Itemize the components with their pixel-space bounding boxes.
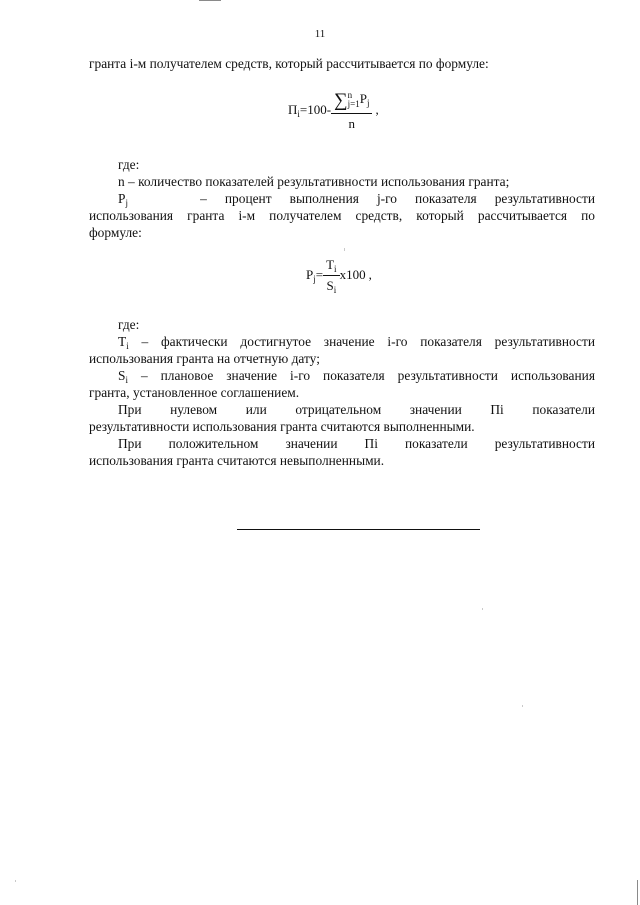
sum-term-sub: j (366, 98, 370, 108)
intro-line: гранта i-м получателем средств, который рассчитывается по формуле: (89, 56, 489, 71)
pj-definition-rest: – процент выполнения j-го показателя результативности (200, 191, 596, 206)
positive-value-line1: При положительном значении Пi показатели результативности (118, 436, 595, 451)
end-rule (237, 529, 480, 530)
pj-definition-line3: формуле: (89, 225, 142, 240)
page-number: 11 (314, 28, 326, 40)
sum-term: P (359, 91, 367, 106)
formula-pj-numerator-sub: i (334, 264, 337, 274)
formula-pi-lhs: П (288, 101, 298, 117)
pj-symbol: P (118, 191, 126, 206)
zero-value-line2: результативности использования гранта считаются выполненными. (89, 419, 475, 434)
ti-definition-rest: – фактически достигнутое значение i-го показателя результативности (141, 334, 595, 349)
pj-definition-line2: использования гранта i-м получателем средств, который рассчитывается по (89, 208, 595, 223)
sum-upper: n (347, 90, 353, 101)
scan-edge-right (637, 880, 638, 905)
scan-speck (522, 705, 523, 707)
formula-pi-eq: =100- (299, 101, 332, 117)
formula-pi-denominator: n (348, 116, 356, 131)
formula-pj-lhs-sub: j (313, 273, 316, 284)
formula-pi-tail: , (375, 101, 379, 117)
n-definition: n – количество показателей результативности использования гранта; (118, 174, 510, 189)
where-label-2: где: (118, 317, 140, 332)
formula-pi-lhs-sub: i (297, 108, 300, 119)
formula-pj-eq: = (315, 266, 324, 282)
formula-pi-fraction (331, 90, 372, 132)
where-label-1: где: (118, 157, 140, 172)
sum-lower: j=1 (347, 99, 360, 110)
formula-pj-tail: , (368, 266, 372, 282)
scan-speck (15, 880, 16, 882)
formula-pi-numerator (331, 90, 372, 114)
scan-mark-top (199, 0, 221, 1)
formula-pj-numerator-symbol: T (326, 257, 335, 272)
si-definition-line2: гранта, установленное соглашением. (89, 385, 300, 400)
ti-symbol-sub: i (126, 341, 129, 351)
formula-pj-multiplier: x100 (339, 266, 366, 282)
pj-symbol-sub: j (125, 198, 128, 208)
formula-pj-fraction (323, 257, 339, 295)
si-symbol-sub: i (125, 375, 128, 385)
formula-pi (288, 90, 379, 132)
sum-limits (348, 91, 360, 109)
si-definition-rest: – плановое значение i-го показателя результативности использования (140, 368, 595, 383)
scan-speck (482, 608, 483, 610)
formula-pj-lhs: P (306, 266, 314, 282)
formula-pj-denominator-symbol: S (326, 278, 334, 293)
si-symbol: S (118, 368, 126, 383)
sum-sign: ∑ (334, 90, 348, 111)
ti-symbol: T (118, 334, 127, 349)
formula-pj-numerator (323, 257, 339, 276)
formula-pj (306, 257, 372, 295)
formula-pj-denominator (323, 276, 339, 295)
zero-value-line1: При нулевом или отрицательном значении Пi показатели (118, 402, 595, 417)
positive-value-line2: использования гранта считаются невыполненными. (89, 453, 385, 468)
scan-speck (344, 248, 345, 251)
ti-definition-line2: использования гранта на отчетную дату; (89, 351, 320, 366)
formula-pj-denominator-sub: i (333, 285, 337, 295)
